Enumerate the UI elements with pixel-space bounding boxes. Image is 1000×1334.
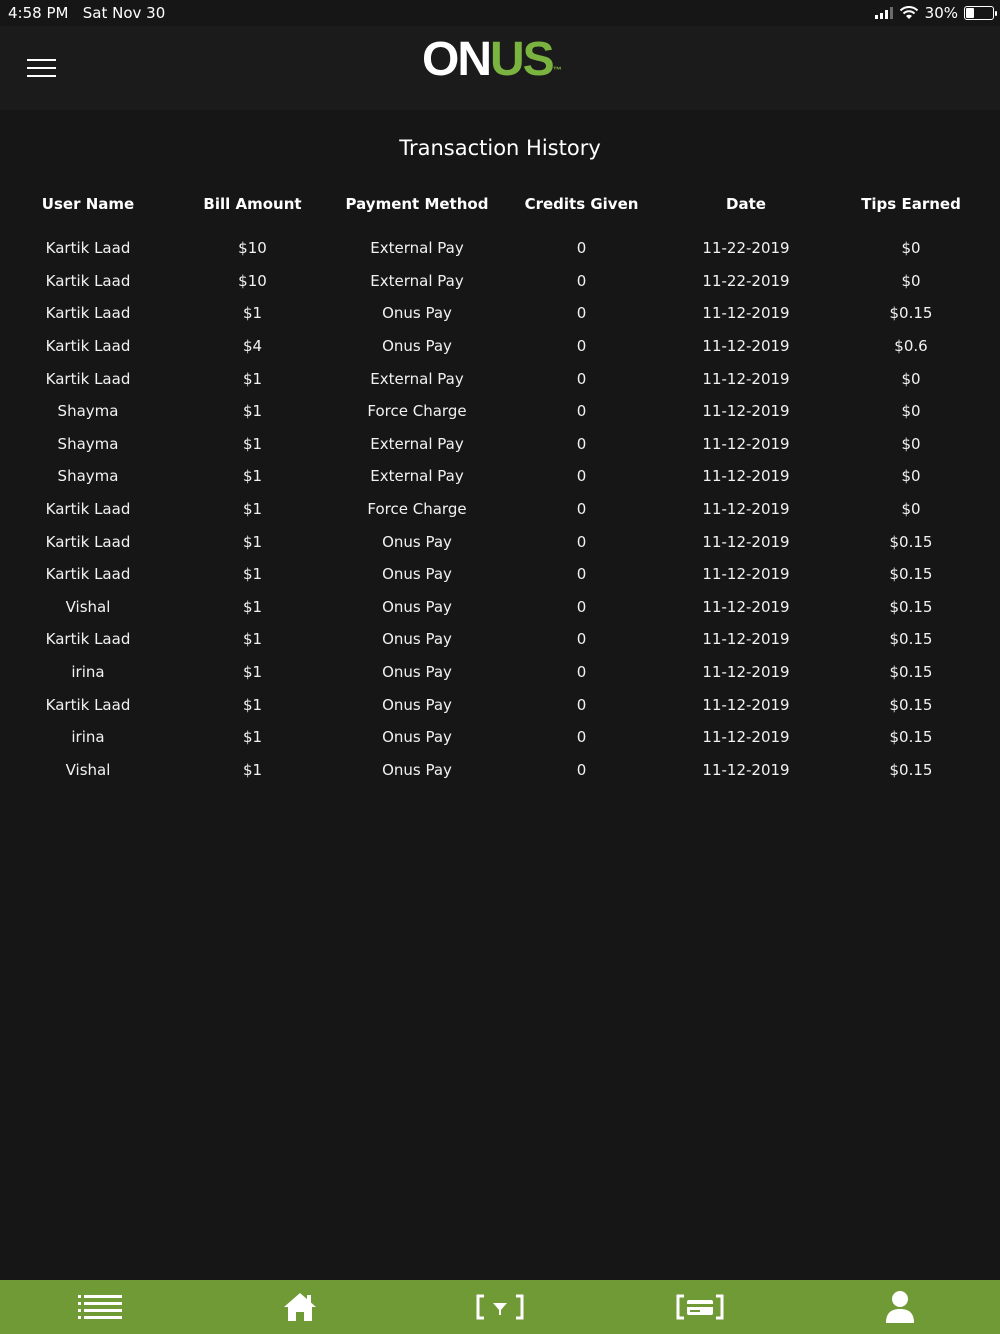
cell-tips-earned: $0.15 [889, 597, 933, 616]
cell-tips-earned: $0.15 [889, 663, 933, 682]
cell-payment-method: External Pay [370, 369, 464, 388]
column-header-bill-amount: Bill Amount [203, 195, 302, 213]
cell-bill-amount: $1 [242, 695, 263, 714]
cell-payment-method: External Pay [370, 434, 464, 453]
cell-payment-method: Force Charge [367, 500, 467, 519]
cell-credits-given: 0 [576, 532, 587, 551]
transaction-table [6, 192, 994, 786]
cell-tips-earned: $0.15 [889, 760, 933, 779]
column-header-user-name: User Name [41, 195, 135, 213]
cell-user-name: irina [71, 728, 105, 747]
cell-bill-amount: $1 [242, 434, 263, 453]
onus-logo: ONUS™ [422, 33, 562, 86]
cell-user-name: Kartik Laad [45, 337, 131, 356]
cell-date: 11-12-2019 [702, 565, 790, 584]
status-indicators [875, 4, 994, 22]
wifi-icon [899, 6, 919, 20]
app-header [0, 26, 1000, 110]
cell-bill-amount: $1 [242, 402, 263, 421]
cell-user-name: Shayma [57, 402, 119, 421]
status-bar [0, 0, 1000, 26]
status-time: 4:58 PM [8, 4, 69, 22]
cell-payment-method: Onus Pay [382, 337, 452, 356]
cell-date: 11-12-2019 [702, 728, 790, 747]
table-row [6, 330, 994, 363]
battery-percent: 30% [924, 4, 958, 22]
cell-date: 11-12-2019 [702, 434, 790, 453]
cell-credits-given: 0 [576, 760, 587, 779]
cell-bill-amount: $1 [242, 304, 263, 323]
table-row [6, 623, 994, 656]
cell-bill-amount: $1 [242, 597, 263, 616]
tab-profile[interactable] [800, 1280, 1000, 1334]
cell-payment-method: Onus Pay [382, 663, 452, 682]
cell-bill-amount: $10 [238, 271, 267, 290]
table-row [6, 460, 994, 493]
battery-icon [964, 6, 994, 20]
cell-credits-given: 0 [576, 369, 587, 388]
cell-credits-given: 0 [576, 434, 587, 453]
cell-date: 11-12-2019 [702, 467, 790, 486]
cell-user-name: Kartik Laad [45, 565, 131, 584]
cell-credits-given: 0 [576, 337, 587, 356]
tab-cards[interactable] [600, 1280, 800, 1334]
cell-bill-amount: $1 [242, 630, 263, 649]
cell-payment-method: External Pay [370, 239, 464, 258]
cell-payment-method: Onus Pay [382, 565, 452, 584]
cell-bill-amount: $1 [242, 728, 263, 747]
cell-user-name: Vishal [65, 597, 111, 616]
cell-user-name: Vishal [65, 760, 111, 779]
cell-date: 11-22-2019 [702, 271, 790, 290]
cell-bill-amount: $10 [238, 239, 267, 258]
tab-scan[interactable] [400, 1280, 600, 1334]
cell-payment-method: Force Charge [367, 402, 467, 421]
cell-bill-amount: $1 [242, 467, 263, 486]
table-row [6, 232, 994, 265]
cell-date: 11-12-2019 [702, 532, 790, 551]
cell-date: 11-12-2019 [702, 402, 790, 421]
cell-payment-method: Onus Pay [382, 695, 452, 714]
user-icon [884, 1290, 916, 1324]
cell-date: 11-12-2019 [702, 597, 790, 616]
cell-credits-given: 0 [576, 728, 587, 747]
cell-credits-given: 0 [576, 304, 587, 323]
cell-tips-earned: $0.15 [889, 630, 933, 649]
card-icon [676, 1293, 724, 1321]
table-row [6, 754, 994, 787]
table-row [6, 362, 994, 395]
cell-credits-given: 0 [576, 467, 587, 486]
cell-tips-earned: $0 [901, 402, 921, 421]
table-row [6, 428, 994, 461]
cell-tips-earned: $0.15 [889, 304, 933, 323]
cell-payment-method: External Pay [370, 271, 464, 290]
cell-credits-given: 0 [576, 239, 587, 258]
cell-date: 11-12-2019 [702, 337, 790, 356]
cell-bill-amount: $4 [242, 337, 263, 356]
cell-tips-earned: $0.6 [894, 337, 928, 356]
column-header-payment-method: Payment Method [345, 195, 489, 213]
page-title: Transaction History [399, 136, 601, 160]
cell-credits-given: 0 [576, 663, 587, 682]
cell-user-name: Kartik Laad [45, 271, 131, 290]
cell-user-name: Kartik Laad [45, 369, 131, 388]
cell-user-name: Kartik Laad [45, 239, 131, 258]
cell-tips-earned: $0.15 [889, 728, 933, 747]
cell-user-name: Shayma [57, 434, 119, 453]
table-body [6, 232, 994, 786]
scan-icon [476, 1293, 524, 1321]
home-icon [282, 1291, 318, 1323]
cell-date: 11-12-2019 [702, 663, 790, 682]
table-row [6, 297, 994, 330]
hamburger-menu-icon[interactable] [27, 59, 56, 77]
table-row [6, 688, 994, 721]
cell-user-name: Kartik Laad [45, 532, 131, 551]
cell-date: 11-22-2019 [702, 239, 790, 258]
cell-date: 11-12-2019 [702, 760, 790, 779]
cell-tips-earned: $0.15 [889, 532, 933, 551]
cell-payment-method: External Pay [370, 467, 464, 486]
bottom-tab-bar [0, 1280, 1000, 1334]
cell-date: 11-12-2019 [702, 369, 790, 388]
table-row [6, 558, 994, 591]
cell-tips-earned: $0 [901, 369, 921, 388]
column-header-tips-earned: Tips Earned [861, 195, 961, 213]
cell-payment-method: Onus Pay [382, 630, 452, 649]
cell-tips-earned: $0 [901, 239, 921, 258]
cell-date: 11-12-2019 [702, 630, 790, 649]
cell-user-name: irina [71, 663, 105, 682]
cell-credits-given: 0 [576, 630, 587, 649]
table-row [6, 591, 994, 624]
cell-bill-amount: $1 [242, 369, 263, 388]
cell-tips-earned: $0.15 [889, 695, 933, 714]
table-row [6, 656, 994, 689]
cell-user-name: Kartik Laad [45, 304, 131, 323]
cell-date: 11-12-2019 [702, 500, 790, 519]
cell-tips-earned: $0.15 [889, 565, 933, 584]
cell-payment-method: Onus Pay [382, 760, 452, 779]
cell-credits-given: 0 [576, 565, 587, 584]
cellular-signal-icon [875, 7, 893, 19]
cell-payment-method: Onus Pay [382, 304, 452, 323]
cell-payment-method: Onus Pay [382, 597, 452, 616]
cell-tips-earned: $0 [901, 467, 921, 486]
cell-bill-amount: $1 [242, 565, 263, 584]
cell-credits-given: 0 [576, 597, 587, 616]
table-row [6, 395, 994, 428]
table-header-row [6, 192, 994, 216]
table-row [6, 493, 994, 526]
cell-tips-earned: $0 [901, 500, 921, 519]
cell-user-name: Kartik Laad [45, 500, 131, 519]
table-row [6, 721, 994, 754]
column-header-credits-given: Credits Given [524, 195, 639, 213]
column-header-date: Date [726, 195, 766, 213]
cell-bill-amount: $1 [242, 760, 263, 779]
cell-tips-earned: $0 [901, 434, 921, 453]
cell-credits-given: 0 [576, 695, 587, 714]
tab-list[interactable] [0, 1280, 200, 1334]
cell-user-name: Shayma [57, 467, 119, 486]
status-date: Sat Nov 30 [82, 4, 166, 22]
cell-bill-amount: $1 [242, 663, 263, 682]
tab-home[interactable] [200, 1280, 400, 1334]
cell-credits-given: 0 [576, 402, 587, 421]
cell-user-name: Kartik Laad [45, 630, 131, 649]
cell-tips-earned: $0 [901, 271, 921, 290]
cell-payment-method: Onus Pay [382, 532, 452, 551]
cell-date: 11-12-2019 [702, 304, 790, 323]
cell-bill-amount: $1 [242, 500, 263, 519]
cell-user-name: Kartik Laad [45, 695, 131, 714]
cell-credits-given: 0 [576, 500, 587, 519]
cell-credits-given: 0 [576, 271, 587, 290]
cell-date: 11-12-2019 [702, 695, 790, 714]
status-time-date [8, 4, 165, 22]
list-icon [76, 1293, 124, 1321]
cell-bill-amount: $1 [242, 532, 263, 551]
cell-payment-method: Onus Pay [382, 728, 452, 747]
table-row [6, 265, 994, 298]
table-row [6, 525, 994, 558]
